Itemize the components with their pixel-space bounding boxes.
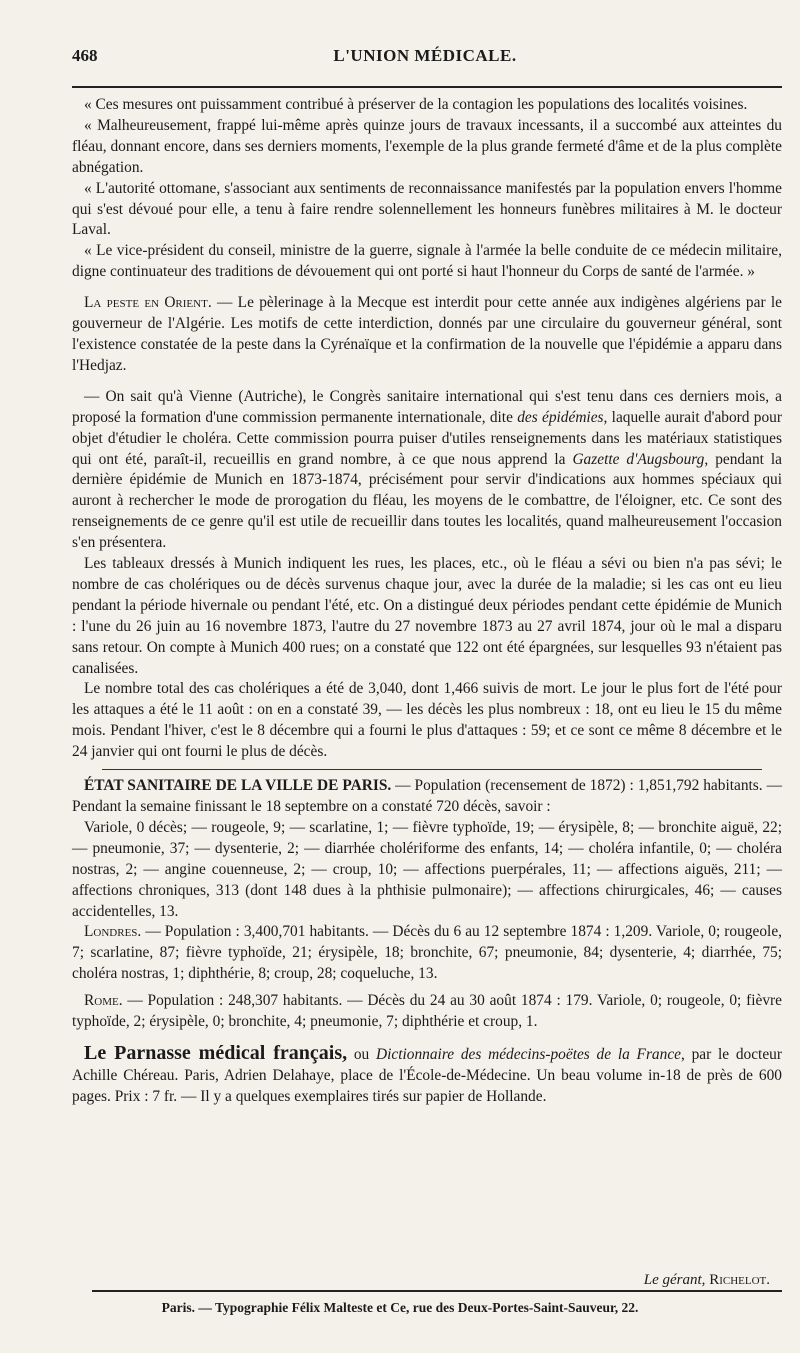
peste-paragraph — [72, 293, 782, 377]
paragraph: « Le vice-président du conseil, ministre de la guerre, signale à l'armée la belle conduite de ce médecin militaire, digne continuateur des traditions de dévouement qui ont porté si haut l'honneur du Corps de santé de l'armée. » — [72, 242, 782, 281]
paragraph: « Malheureusement, frappé lui-même après quinze jours de travaux incessants, il a succombé aux atteintes du fléau, donnant encore, dans ses derniers moments, l'exemple de la plus grande fermeté d'âme et de la plus complète abnégation. — [72, 116, 782, 176]
printer-imprint: Paris. — Typographie Félix Malteste et Ce, rue des Deux-Portes-Saint-Sauveur, 22. — [161, 1300, 639, 1315]
rome-paragraph — [72, 991, 782, 1033]
paragraph: « L'autorité ottomane, s'associant aux sentiments de reconnaissance manifestés par la population envers l'homme qui s'est dévoué pour elle, a tenu à faire rendre solennellement les honneurs funèbres militaires à M. le docteur Laval. — [72, 179, 782, 239]
section-heading: La peste en Orient. — [84, 294, 212, 312]
paragraph: Le nombre total des cas cholériques a été de 3,040, dont 1,466 suivis de mort. Le jour le plus fort de l'été pour les attaques a été le 11 août : on en a constaté 39, — les décès les plus nombreux : 18, ont eu lieu le 15 du même mois. Pendant l'hiver, c'est le 8 décembre qui a fourni le plus d'attaques : 59; et ce sont ce même 8 décembre et le 24 janvier qui ont fourni le plus de décès. — [72, 680, 782, 761]
journal-title: L'UNION MÉDICALE. — [333, 46, 517, 65]
vienne-paragraph — [72, 387, 782, 554]
section-text: — Le pèlerinage à la Mecque est interdit pour cette année aux indigènes algériens par le gouverneur de l'Algérie. Les motifs de cette interdiction, donnés par une circulaire du gouverneur général, sont l'existence constatée de la peste dans la Cyrénaïque et la confirmation de la nouvelle que l'épidémie a apparu dans l'Hedjaz. — [72, 294, 782, 374]
section-heading: ÉTAT SANITAIRE DE LA VILLE DE PARIS. — [84, 777, 392, 795]
signature — [644, 1272, 770, 1289]
italic-term: des épidémies — [517, 408, 604, 426]
page-header — [72, 46, 778, 66]
section-text: — Population (recensement de 1872) : 1,851,792 habitants. — Pendant la semaine finissant le 18 septembre on a constaté 720 décès, savoir : — [72, 777, 782, 815]
book-title: Le Parnasse médical français, — [84, 1041, 348, 1064]
article-body — [72, 95, 782, 1108]
londres-paragraph — [72, 922, 782, 985]
signature-label: Le gérant, — [643, 1272, 706, 1288]
section-text: , laquelle aurait d'abord pour objet d'étudier le choléra. Cette commission pourra puiser d'utiles renseignements dans les matériaux statistiques qui ont été, paraît-il, recueillis en grand nombre, à ce que nous apprend la — [72, 408, 782, 468]
parnasse-paragraph — [72, 1043, 782, 1108]
section-text: , par le docteur Achille Chéreau. Paris, Adrien Delahaye, place de l'École-de-Médecine. Un beau volume in-18 de près de 600 pages. Prix : 7 fr. — Il y a quelques exemplaires tirés sur papier de Hollande. — [72, 1045, 782, 1105]
signature-name: Richelot. — [709, 1272, 770, 1288]
section-text: , pendant la dernière épidémie de Munich en 1873-1874, précisément pour servir d'indications aux hommes spéciaux qui auront à rechercher le mode de prorogation du fléau, les moyens de le combattre, de l'éloigner, etc. Ce sont des renseignements de ce genre qu'il est utile de recueillir dans toutes les localités, quand malheureusement l'occasion s'en présentera. — [72, 450, 782, 552]
section-heading: Rome. — [84, 992, 123, 1010]
etat-list: Variole, 0 décès; — rougeole, 9; — scarlatine, 1; — fièvre typhoïde, 19; — érysipèle, 8; — bronchite aiguë, 22; — pneumonie, 37; — dysenterie, 2; — diarrhée cholériforme des enfants, 14; — choléra infantile, 0; — choléra nostras, 2; — angine couenneuse, 2; — croup, 10; — affections puerpérales, 11; — affections aiguës, 211; — affections chroniques, 313 (dont 148 dues à la phthisie pulmonaire); — affections chirurgicales, 46; — causes accidentelles, 13. — [72, 818, 782, 920]
section-text: — Population : 248,307 habitants. — Décès du 24 au 30 août 1874 : 179. Variole, 0; rougeole, 0; fièvre typhoïde, 2; érysipèle, 0; bronchite, 4; pneumonie, 7; diphthérie et croup, 1. — [72, 992, 782, 1031]
section-text: — On sait qu'à Vienne (Autriche), le Congrès sanitaire international qui s'est tenu dans ces derniers mois, a proposé la formation d'une commission permanente internationale, dite — [72, 387, 782, 426]
section-text: — Population : 3,400,701 habitants. — Décès du 6 au 12 septembre 1874 : 1,209. Variole, 0; rougeole, 7; scarlatine, 87; fièvre typhoïde, 21; érysipèle, 18; bronchite, 67; pneumonie, 84; dysenterie, 4; diarrhée, 75; choléra nostras, 1; diphthérie, 8; croup, 28; coqueluche, 13. — [72, 923, 782, 983]
page-number: 468 — [72, 46, 98, 65]
footer-rule — [92, 1290, 782, 1292]
paragraph: Les tableaux dressés à Munich indiquent les rues, les places, etc., où le fléau a sévi ou bien n'a pas sévi; le nombre de cas cholériques ou de décès survenus chaque jour, avec la durée de la maladie; si les cas ont eu lieu pendant la période hivernale ou pendant l'été, etc. On a distingué deux périodes pendant cette épidémie de Munich : l'une du 26 juin au 16 novembre 1873, l'autre du 27 novembre 1873 au 27 avril 1874, jour où le mal a disparu sans retour. On compte à Munich 400 rues; on a constaté que 122 ont été épargnées, sur lesquelles 93 n'étaient pas canalisées. — [72, 555, 782, 677]
etat-paragraph — [72, 776, 782, 818]
paragraph: « Ces mesures ont puissamment contribué à préserver de la contagion les populations des localités voisines. — [84, 96, 748, 113]
header-rule — [72, 86, 782, 88]
section-divider — [102, 769, 762, 770]
section-text: ou — [347, 1045, 376, 1063]
publication-title: Gazette d'Augsbourg — [572, 450, 705, 468]
section-heading: Londres. — [84, 923, 142, 941]
book-subtitle: Dictionnaire des médecins-poëtes de la France — [376, 1045, 681, 1063]
